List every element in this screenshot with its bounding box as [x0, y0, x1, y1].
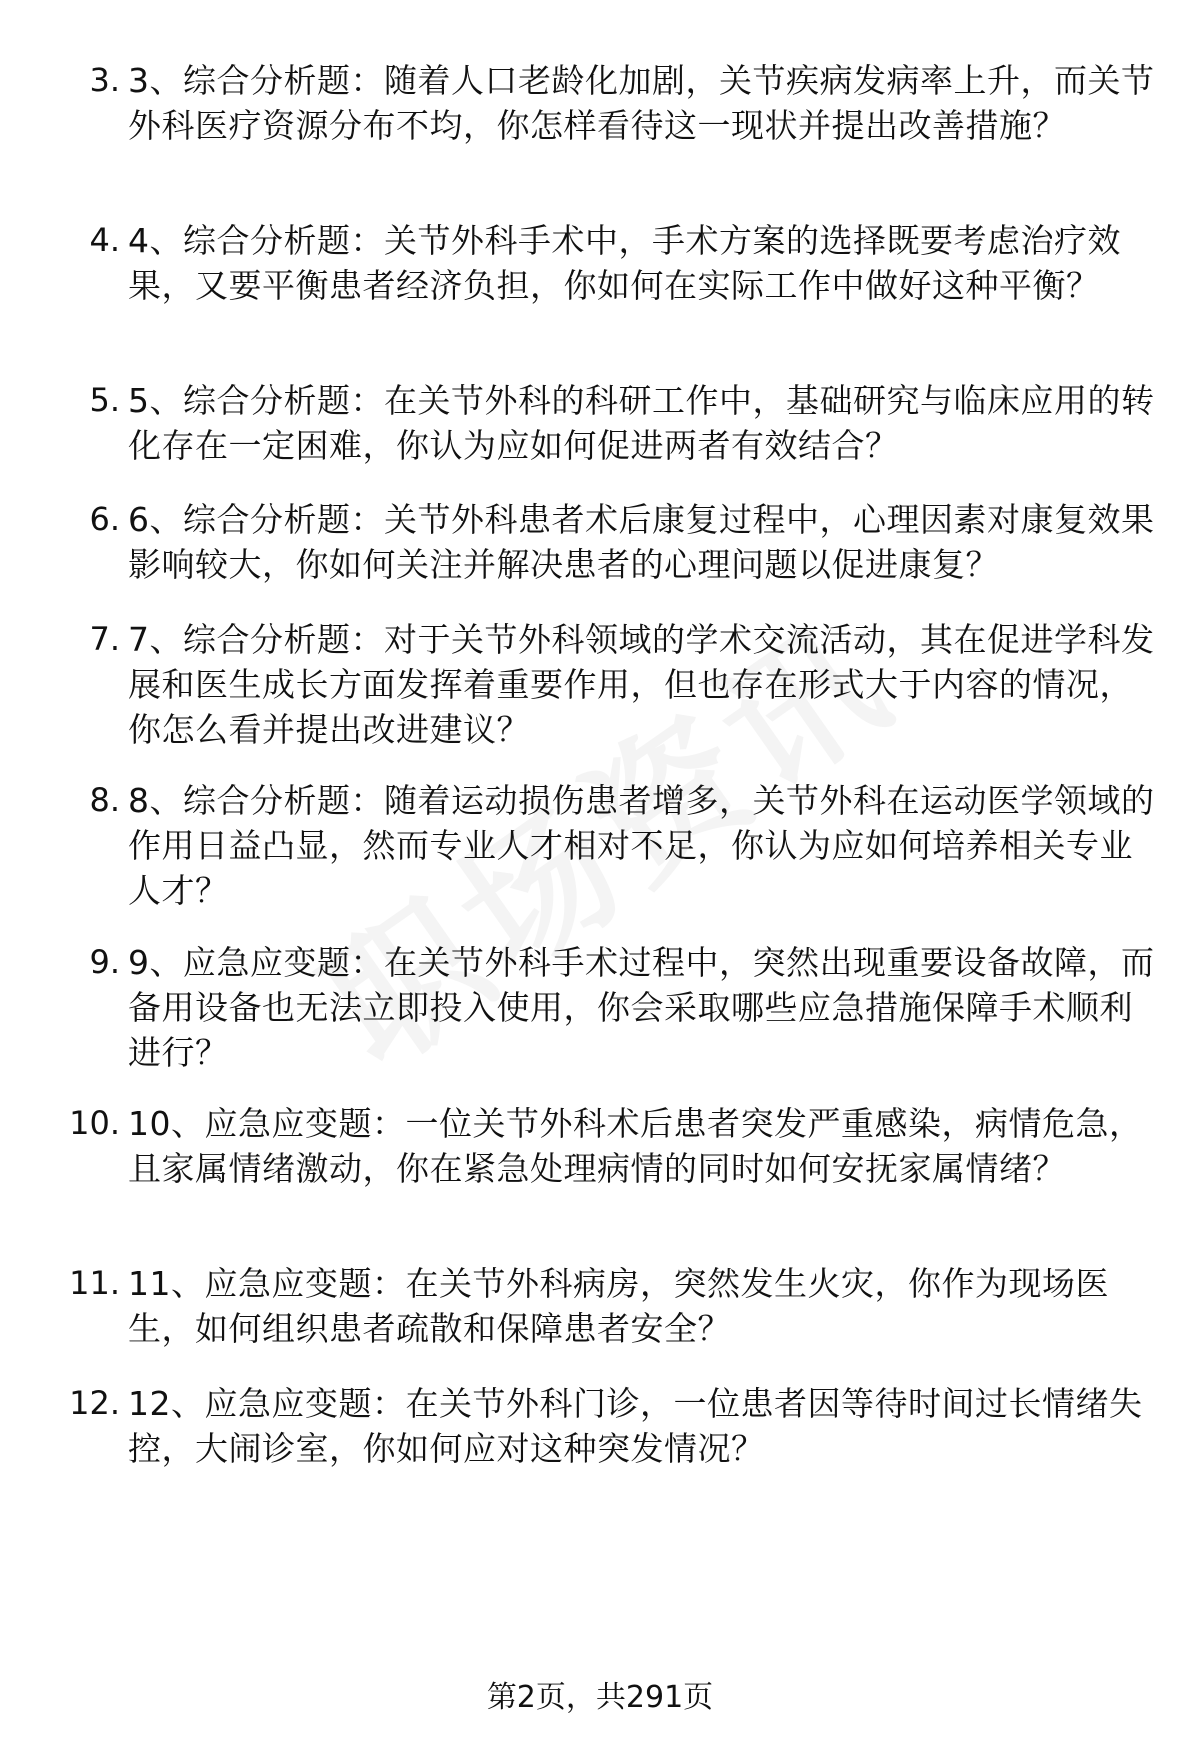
question-number: 7.	[89, 620, 120, 658]
question-number: 3.	[89, 61, 120, 99]
question-number: 4.	[89, 221, 120, 259]
question-number: 5.	[89, 381, 120, 419]
question-text: 7、综合分析题：对于关节外科领域的学术交流活动，其在促进学科发展和医生成长方面发挥着重要作用，但也存在形式大于内容的情况，你怎么看并提出改进建议？	[128, 620, 1155, 749]
question-text: 6、综合分析题：关节外科患者术后康复过程中，心理因素对康复效果影响较大，你如何关注并解决患者的心理问题以促进康复？	[128, 500, 1155, 584]
question-text: 8、综合分析题：随着运动损伤患者增多，关节外科在运动医学领域的作用日益凸显，然而专业人才相对不足，你认为应如何培养相关专业人才？	[128, 781, 1155, 910]
question-text: 12、应急应变题：在关节外科门诊，一位患者因等待时间过长情绪失控，大闹诊室，你如何应对这种突发情况？	[128, 1384, 1143, 1468]
question-text: 5、综合分析题：在关节外科的科研工作中，基础研究与临床应用的转化存在一定困难，你认为应如何促进两者有效结合？	[128, 381, 1155, 465]
page-footer: 第2页，共291页	[486, 1680, 714, 1715]
question-number: 6.	[89, 500, 120, 538]
question-number: 11.	[69, 1264, 120, 1302]
question-number: 9.	[89, 943, 120, 981]
question-text: 3、综合分析题：随着人口老龄化加剧，关节疾病发病率上升，而关节外科医疗资源分布不均，你怎样看待这一现状并提出改善措施？	[128, 61, 1155, 145]
question-text: 10、应急应变题：一位关节外科术后患者突发严重感染，病情危急，且家属情绪激动，你在紧急处理病情的同时如何安抚家属情绪？	[128, 1104, 1143, 1188]
question-text: 11、应急应变题：在关节外科病房，突然发生火灾，你作为现场医生，如何组织患者疏散和保障患者安全？	[128, 1264, 1109, 1348]
question-text: 4、综合分析题：关节外科手术中，手术方案的选择既要考虑治疗效果，又要平衡患者经济负担，你如何在实际工作中做好这种平衡？	[128, 221, 1121, 305]
question-number: 8.	[89, 781, 120, 819]
question-number: 12.	[69, 1384, 120, 1422]
question-text: 9、应急应变题：在关节外科手术过程中，突然出现重要设备故障，而备用设备也无法立即投入使用，你会采取哪些应急措施保障手术顺利进行？	[128, 943, 1155, 1072]
question-number: 10.	[69, 1104, 120, 1142]
